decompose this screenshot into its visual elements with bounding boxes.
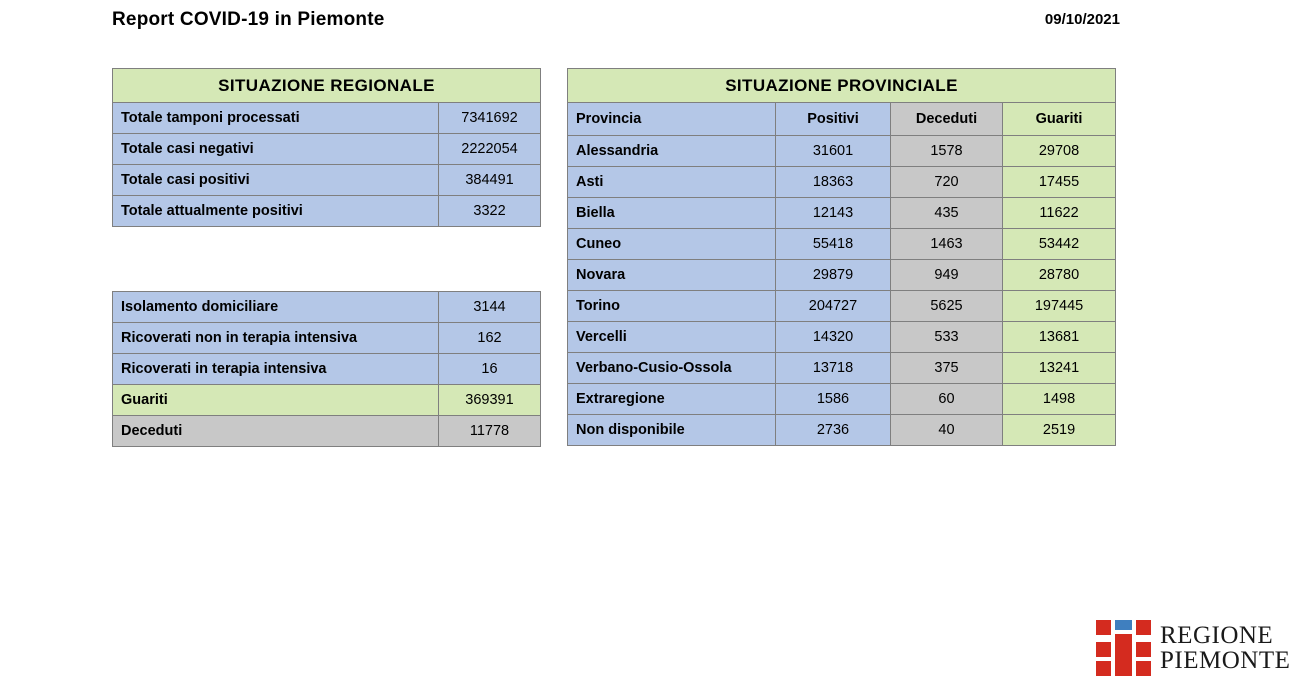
row-label: Ricoverati in terapia intensiva	[113, 354, 439, 385]
cell-provincia: Vercelli	[568, 322, 776, 353]
table-row	[568, 415, 1116, 446]
row-value: 162	[439, 323, 541, 354]
table-row	[568, 353, 1116, 384]
column-header-provincia: Provincia	[568, 103, 776, 136]
table-row	[113, 103, 541, 134]
regional-summary-table	[112, 68, 541, 227]
row-label: Isolamento domiciliare	[113, 292, 439, 323]
row-label: Deceduti	[113, 416, 439, 447]
regione-piemonte-mark-icon	[1096, 620, 1152, 676]
logo-line-1: REGIONE	[1160, 621, 1274, 649]
regione-piemonte-logo	[1096, 617, 1291, 679]
cell-deceduti: 1578	[891, 136, 1003, 167]
regional-detail-table	[112, 291, 541, 447]
cell-provincia: Cuneo	[568, 229, 776, 260]
table-row	[113, 354, 541, 385]
column-header-guariti: Guariti	[1003, 103, 1116, 136]
row-label: Totale casi negativi	[113, 134, 439, 165]
table-row	[568, 136, 1116, 167]
row-value: 11778	[439, 416, 541, 447]
regional-table-title: SITUAZIONE REGIONALE	[113, 69, 541, 103]
cell-positivi: 2736	[776, 415, 891, 446]
cell-provincia: Verbano-Cusio-Ossola	[568, 353, 776, 384]
row-value: 3322	[439, 196, 541, 227]
table-row	[568, 322, 1116, 353]
cell-positivi: 13718	[776, 353, 891, 384]
table-row	[113, 292, 541, 323]
page-title: Report COVID-19 in Piemonte	[112, 9, 385, 30]
table-row	[568, 229, 1116, 260]
row-value: 2222054	[439, 134, 541, 165]
table-row	[113, 196, 541, 227]
cell-provincia: Torino	[568, 291, 776, 322]
cell-positivi: 29879	[776, 260, 891, 291]
cell-positivi: 204727	[776, 291, 891, 322]
column-header-deceduti: Deceduti	[891, 103, 1003, 136]
cell-guariti: 197445	[1003, 291, 1116, 322]
table-title-row	[568, 69, 1116, 103]
cell-positivi: 18363	[776, 167, 891, 198]
row-value: 3144	[439, 292, 541, 323]
cell-guariti: 13681	[1003, 322, 1116, 353]
provincial-table-title: SITUAZIONE PROVINCIALE	[568, 69, 1116, 103]
cell-guariti: 1498	[1003, 384, 1116, 415]
row-value: 16	[439, 354, 541, 385]
cell-guariti: 29708	[1003, 136, 1116, 167]
provincial-table	[567, 68, 1116, 446]
logo-wordmark	[1160, 623, 1290, 674]
cell-guariti: 2519	[1003, 415, 1116, 446]
row-label: Totale casi positivi	[113, 165, 439, 196]
table-row	[568, 291, 1116, 322]
row-label: Guariti	[113, 385, 439, 416]
table-row	[568, 198, 1116, 229]
row-value: 7341692	[439, 103, 541, 134]
table-row	[113, 165, 541, 196]
cell-deceduti: 375	[891, 353, 1003, 384]
cell-positivi: 31601	[776, 136, 891, 167]
cell-guariti: 17455	[1003, 167, 1116, 198]
table-row	[113, 385, 541, 416]
cell-deceduti: 435	[891, 198, 1003, 229]
cell-positivi: 1586	[776, 384, 891, 415]
logo-line-2: PIEMONTE	[1160, 647, 1291, 674]
cell-provincia: Novara	[568, 260, 776, 291]
table-title-row	[113, 69, 541, 103]
report-date: 09/10/2021	[1044, 11, 1120, 28]
cell-guariti: 11622	[1003, 198, 1116, 229]
row-label: Totale attualmente positivi	[113, 196, 439, 227]
table-row	[568, 167, 1116, 198]
cell-guariti: 53442	[1003, 229, 1116, 260]
cell-deceduti: 533	[891, 322, 1003, 353]
table-header-row	[568, 103, 1116, 136]
cell-deceduti: 949	[891, 260, 1003, 291]
cell-provincia: Non disponibile	[568, 415, 776, 446]
cell-deceduti: 60	[891, 384, 1003, 415]
row-value: 384491	[439, 165, 541, 196]
cell-provincia: Extraregione	[568, 384, 776, 415]
cell-provincia: Asti	[568, 167, 776, 198]
cell-deceduti: 720	[891, 167, 1003, 198]
table-row	[568, 260, 1116, 291]
cell-positivi: 55418	[776, 229, 891, 260]
row-label: Totale tamponi processati	[113, 103, 439, 134]
cell-guariti: 28780	[1003, 260, 1116, 291]
cell-positivi: 12143	[776, 198, 891, 229]
cell-provincia: Biella	[568, 198, 776, 229]
table-row	[113, 134, 541, 165]
column-header-positivi: Positivi	[776, 103, 891, 136]
cell-deceduti: 1463	[891, 229, 1003, 260]
cell-deceduti: 40	[891, 415, 1003, 446]
table-row	[113, 323, 541, 354]
table-row	[113, 416, 541, 447]
table-row	[568, 384, 1116, 415]
cell-positivi: 14320	[776, 322, 891, 353]
row-label: Ricoverati non in terapia intensiva	[113, 323, 439, 354]
cell-deceduti: 5625	[891, 291, 1003, 322]
row-value: 369391	[439, 385, 541, 416]
cell-guariti: 13241	[1003, 353, 1116, 384]
cell-provincia: Alessandria	[568, 136, 776, 167]
